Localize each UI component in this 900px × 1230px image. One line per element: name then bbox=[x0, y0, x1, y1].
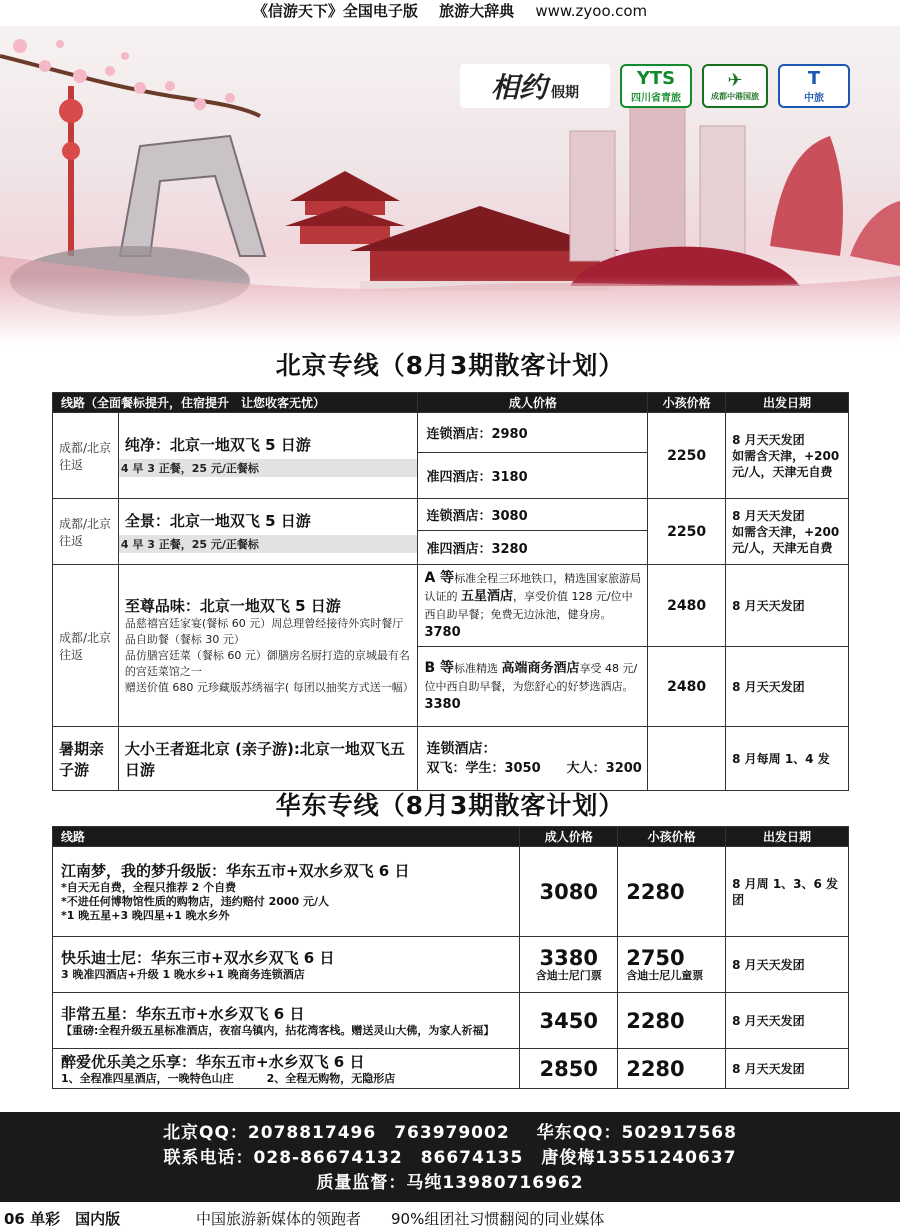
route-meals: 4 早 3 正餐，25 元/正餐标 bbox=[119, 535, 418, 553]
hotel-price: 准四酒店：3280 bbox=[418, 531, 648, 565]
beijing-qq: 北京QQ：2078817496 763979002 bbox=[163, 1123, 510, 1143]
table-row bbox=[53, 727, 849, 791]
grade-a-hotel: 五星酒店 bbox=[460, 589, 513, 604]
publication-name: 《信游天下》全国电子版 bbox=[252, 2, 418, 20]
route-cell bbox=[53, 847, 520, 937]
route-type: 暑期亲子游 bbox=[53, 727, 119, 791]
table-row bbox=[53, 565, 849, 647]
route-cell bbox=[118, 499, 418, 565]
hd-col-child: 小孩价格 bbox=[618, 827, 726, 847]
table-row bbox=[53, 1049, 849, 1089]
child-price: 2280 bbox=[618, 993, 726, 1049]
departure-date: 8 月每周 1、4 发 bbox=[726, 727, 849, 791]
route-note: 【重磅:全程升级五星标准酒店，夜宿乌镇内，拈花湾客栈。赠送灵山大佛，为家人祈福】 bbox=[61, 1024, 495, 1037]
site-url: www.zyoo.com bbox=[535, 2, 648, 20]
departure-note: 如需含天津，+200 元/人，天津无自费 bbox=[732, 448, 840, 479]
route-cell bbox=[53, 1049, 520, 1089]
grade-b-price: 3380 bbox=[424, 697, 461, 712]
departure bbox=[726, 499, 849, 565]
child-price: 2750 bbox=[626, 946, 685, 970]
child-price-cell bbox=[618, 937, 726, 993]
route-name: 快乐迪士尼：华东三市+双水乡双飞 6 日 bbox=[61, 949, 335, 967]
table-row bbox=[53, 993, 849, 1049]
departure-date: 8 月天天发团 bbox=[726, 1049, 849, 1089]
child-price: 2250 bbox=[648, 413, 726, 499]
route-cell bbox=[53, 937, 520, 993]
section-name: 旅游大辞典 bbox=[439, 2, 515, 20]
child-price bbox=[648, 727, 726, 791]
family-prices: 双飞：学生：3050 大人：3200 bbox=[426, 760, 642, 776]
xiangyue-logo-sub: 假期 bbox=[551, 85, 579, 101]
hd-col-date: 出发日期 bbox=[726, 827, 849, 847]
qq-line bbox=[0, 1121, 900, 1146]
departure-date: 8 月天天发团 bbox=[726, 647, 849, 727]
huadong-qq: 华东QQ：502917568 bbox=[536, 1123, 737, 1143]
huadong-title: 华东专线（8月3期散客计划） bbox=[275, 791, 625, 820]
route-cell bbox=[118, 565, 418, 727]
cdzg-logo-mark: ✈ bbox=[727, 70, 743, 91]
route-name: 非常五星：华东五市+水乡双飞 6 日 bbox=[61, 1005, 305, 1023]
cdzg-logo bbox=[702, 64, 768, 108]
masthead bbox=[0, 0, 900, 24]
bj-col-child: 小孩价格 bbox=[648, 393, 726, 413]
grade-a-text: 标准全程三环地铁口，精选国家旅游局认证的 bbox=[424, 572, 642, 603]
route-note: *1 晚五星+3 晚四星+1 晚水乡外 bbox=[61, 909, 230, 922]
table-row bbox=[53, 937, 849, 993]
route-desc: 品自助餐（餐标 30 元） bbox=[124, 633, 245, 646]
grade-b-label: B 等 bbox=[424, 660, 455, 676]
child-price-note: 含迪士尼儿童票 bbox=[626, 969, 704, 982]
xiangyue-logo-text: 相约 bbox=[490, 71, 547, 104]
grade-a-label: A 等 bbox=[424, 570, 455, 586]
cdzg-logo-name: 成都中港国旅 bbox=[711, 92, 759, 101]
route-desc: 品仿膳宫廷菜（餐标 60 元）御膳房名厨打造的京城最有名的宫廷菜馆之一 bbox=[124, 649, 410, 678]
grade-a-price: 3780 bbox=[424, 625, 461, 640]
route-name: 纯净：北京一地双飞 5 日游 bbox=[124, 436, 311, 454]
hotel-price bbox=[418, 727, 648, 791]
zl-logo bbox=[778, 64, 850, 108]
xiangyue-logo bbox=[460, 64, 610, 108]
page-number: 06 单彩 国内版 bbox=[4, 1210, 121, 1228]
adult-price-note: 含迪士尼门票 bbox=[535, 969, 602, 982]
route-cell bbox=[118, 413, 418, 499]
route-name: 醉爱优乐美之乐享：华东五市+水乡双飞 6 日 bbox=[61, 1053, 365, 1071]
adult-price: 2850 bbox=[520, 1049, 618, 1089]
child-price: 2480 bbox=[648, 647, 726, 727]
hotel-price: 连锁酒店：2980 bbox=[418, 413, 648, 453]
beijing-table bbox=[52, 392, 849, 791]
huadong-table bbox=[52, 826, 849, 1089]
grade-b-text2: 享受 48 元/位中西自助早餐，为您舒心的好梦选酒店。 bbox=[424, 662, 638, 693]
child-price: 2280 bbox=[618, 847, 726, 937]
departure-date: 8 月周 1、3、6 发团 bbox=[726, 847, 849, 937]
contact-footer bbox=[0, 1112, 900, 1202]
route-meals: 4 早 3 正餐，25 元/正餐标 bbox=[119, 459, 418, 477]
route-desc: 品慈禧宫廷家宴(餐标 60 元）周总理曾经接待外宾时餐厅 bbox=[124, 617, 404, 630]
beijing-title: 北京专线（8月3期散客计划） bbox=[275, 351, 625, 380]
adult-price: 3380 bbox=[539, 946, 598, 970]
departure-date: 8 月天天发团 bbox=[726, 937, 849, 993]
partner-logos bbox=[460, 64, 850, 108]
beijing-banner bbox=[0, 26, 900, 346]
route-origin: 成都/北京往返 bbox=[53, 565, 119, 727]
hotel-price: 连锁酒店：3080 bbox=[418, 499, 648, 531]
slogan: 中国旅游新媒体的领跑者 90%组团社习惯翻阅的同业媒体 bbox=[196, 1210, 605, 1228]
zl-logo-name: 中旅 bbox=[804, 93, 824, 104]
table-row bbox=[53, 413, 849, 453]
route-note: 1、全程准四星酒店，一晚特色山庄 2、全程无购物，无隐形店 bbox=[61, 1072, 396, 1085]
hd-col-adult: 成人价格 bbox=[520, 827, 618, 847]
scqnl-logo-name: 四川省青旅 bbox=[631, 93, 681, 104]
route-origin: 成都/北京往返 bbox=[53, 413, 119, 499]
bj-col-route: 线路（全面餐标提升，住宿提升 让您收客无忧） bbox=[53, 393, 418, 413]
route-name: 江南梦，我的梦升级版：华东五市+双水乡双飞 6 日 bbox=[61, 862, 410, 880]
route-cell bbox=[53, 993, 520, 1049]
contact-phone: 联系电话：028-86674132 86674135 唐俊梅13551240637 bbox=[163, 1148, 737, 1168]
hotel-price: 准四酒店：3180 bbox=[418, 453, 648, 499]
route-name: 大小王者逛北京 (亲子游):北京一地双飞五日游 bbox=[118, 727, 418, 791]
bj-col-date: 出发日期 bbox=[726, 393, 849, 413]
hd-col-route: 线路 bbox=[53, 827, 520, 847]
route-note: *不进任何博物馆性质的购物店，违约赔付 2000 元/人 bbox=[61, 895, 330, 908]
adult-price: 3450 bbox=[520, 993, 618, 1049]
route-desc: 赠送价值 680 元珍藏版苏绣福字( 每团以抽奖方式送一幅） bbox=[124, 681, 414, 694]
child-price: 2250 bbox=[648, 499, 726, 565]
child-price: 2480 bbox=[648, 565, 726, 647]
route-note: *自天无自费，全程只推荐 2 个自费 bbox=[61, 881, 237, 894]
departure-date: 8 月天天发团 bbox=[732, 508, 805, 523]
grade-b-hotel: 高端商务酒店 bbox=[501, 661, 580, 676]
scqnl-logo bbox=[620, 64, 692, 108]
route-name: 全景：北京一地双飞 5 日游 bbox=[124, 512, 311, 530]
scqnl-logo-mark: YTS bbox=[636, 68, 676, 89]
bj-col-adult: 成人价格 bbox=[418, 393, 648, 413]
route-note: 3 晚准四酒店+升级 1 晚水乡+1 晚商务连锁酒店 bbox=[61, 968, 305, 981]
departure bbox=[726, 413, 849, 499]
grade-a bbox=[418, 565, 648, 647]
quality-supervision: 质量监督：马纯13980716962 bbox=[316, 1173, 584, 1193]
grade-a-text2: ，享受价值 128 元/位中西自助早餐；免费无边泳池，健身房。 bbox=[424, 590, 633, 621]
route-name: 至尊品味：北京一地双飞 5 日游 bbox=[124, 597, 341, 615]
grade-b bbox=[418, 647, 648, 727]
table-row bbox=[53, 847, 849, 937]
zl-logo-mark: T bbox=[807, 68, 821, 89]
route-origin: 成都/北京往返 bbox=[53, 499, 119, 565]
adult-price: 3080 bbox=[520, 847, 618, 937]
departure-date: 8 月天天发团 bbox=[726, 565, 849, 647]
hotel-label: 连锁酒店： bbox=[426, 740, 497, 757]
grade-b-text: 标准精选 bbox=[454, 662, 499, 675]
departure-date: 8 月天天发团 bbox=[732, 432, 805, 447]
table-row bbox=[53, 499, 849, 531]
departure-date: 8 月天天发团 bbox=[726, 993, 849, 1049]
child-price: 2280 bbox=[618, 1049, 726, 1089]
page-footer bbox=[0, 1208, 900, 1230]
departure-note: 如需含天津，+200 元/人，天津无自费 bbox=[732, 524, 840, 555]
adult-price-cell bbox=[520, 937, 618, 993]
